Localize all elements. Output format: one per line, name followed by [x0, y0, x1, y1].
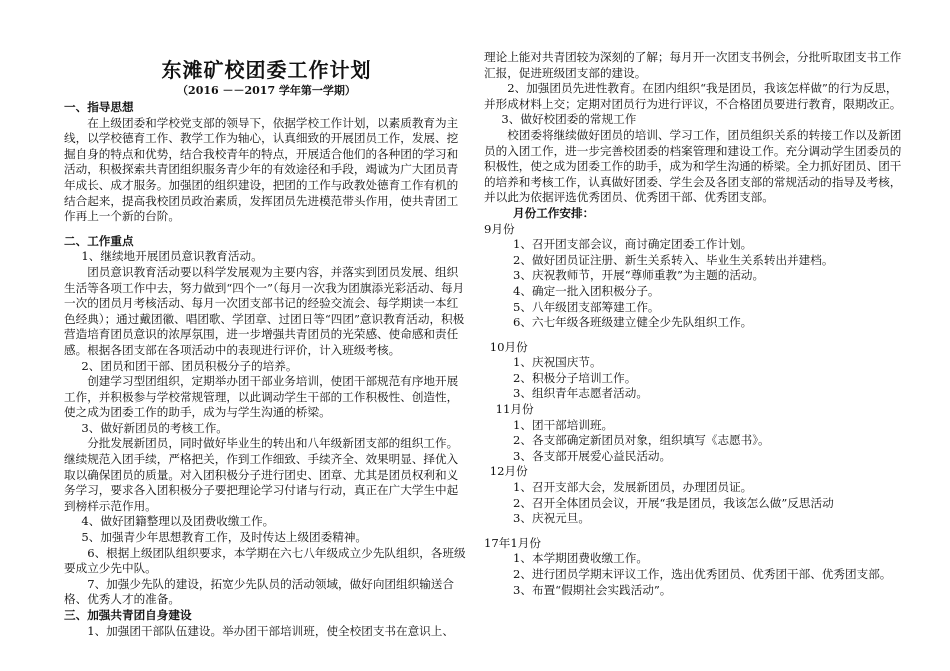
list-item-heading: 3、做好校团委的常规工作	[501, 112, 637, 127]
section-heading-1: 一、指导思想	[64, 100, 134, 114]
schedule-item: 3、庆祝元旦。	[513, 511, 590, 526]
schedule-item: 2、召开全体团员会议，开展“我是团员，我该怎么做”反思活动	[513, 495, 834, 510]
schedule-item: 2、进行团员学期末评议工作，选出优秀团员、优秀团干部、优秀团支部。	[513, 567, 892, 581]
schedule-item: 3、组织青年志愿者活动。	[513, 386, 648, 401]
paragraph: 2、加强团员先进性教育。在团内组织“我是团员，我该怎样做”的行为反思，并形成材料上交；定期对团员行为进行评议，不合格团员要进行教育，限期改正。	[484, 81, 902, 111]
month-label: 9月份	[484, 221, 515, 236]
schedule-item: 3、庆祝教师节，开展“尊师重教”为主题的活动。	[513, 268, 765, 283]
schedule-item: 1、召开支部大会，发展新团员，办理团员证。	[513, 480, 753, 495]
month-block-september	[484, 222, 906, 331]
document-title: 东滩矿校团委工作计划	[161, 58, 372, 82]
list-item: 5、加强青少年思想教育工作，及时传达上级团委精神。	[81, 530, 368, 545]
schedule-item: 2、做好团员证注册、新生关系转入、毕业生关系转出并建档。	[513, 252, 834, 267]
schedule-item: 4、确定一批入团积极分子。	[513, 283, 660, 298]
month-label: 10月份	[489, 339, 528, 354]
schedule-item: 1、庆祝国庆节。	[513, 355, 602, 370]
schedule-item: 2、各支部确定新团员对象，组织填写《志愿书》。	[513, 433, 770, 448]
list-item: 6、根据上级团队组织要求，本学期在六七八年级成立少先队组织，各班级要成立少先中队。	[64, 545, 466, 576]
month-block-november	[484, 402, 906, 464]
schedule-item: 6、六七年级各班级建立健全少先队组织工作。	[513, 315, 753, 330]
right-column	[484, 50, 906, 598]
paragraph: 校团委将继续做好团员的培训、学习工作，团员组织关系的转接工作以及新团员的入团工作，进一步完善校团委的档案管理和建设工作。充分调动学生团委员的积极性，使之成为团委工作的助手，成为和学生沟通的桥梁。全力抓好团员、团干的培养和考核工作，认真做好团委、学生会及各团支部的常规活动的指导及考核，并以此为依据评选优秀团员、优秀团干部、优秀团支部。	[484, 127, 902, 205]
paragraph: 1、加强团干部队伍建设。举办团干部培训班，使全校团支书在意识上、	[87, 623, 454, 638]
left-column	[64, 52, 469, 639]
schedule-item: 5、八年级团支部筹建工作。	[513, 299, 660, 314]
paragraph: 分批发展新团员，同时做好毕业生的转出和八年级新团支部的组织工作。继续规范入团手续，严格把关，作到工作细致、手续齐全、效果明显、择优入取以确保团员的质量。对入团积极分子进行团史、团章、尤其是团员权利和义务学习，要求各入团积极分子要把理论学习付诸与行动，真正在广大学生中起到榜样示范作用。	[64, 436, 459, 513]
section-heading-2: 二、工作重点	[64, 233, 134, 248]
month-block-october	[484, 340, 906, 402]
schedule-item: 1、本学期团费收缴工作。	[513, 551, 648, 566]
section-heading-3: 三、加强共青团自身建设	[64, 608, 192, 622]
paragraph-continued: 理论上能对共青团较为深刻的了解；每月开一次团支书例会，分批听取团支书工作汇报，促进班级团支部的建设。	[484, 50, 902, 80]
month-label: 17年1月份	[484, 535, 541, 550]
list-item-heading: 2、团员和团干部、团员积极分子的培养。	[81, 358, 298, 373]
month-label: 11月份	[495, 402, 534, 417]
list-item: 7、加强少先队的建设，拓宽少先队员的活动领域，做好向团组织输送合格、优秀人才的准备。	[64, 576, 454, 607]
paragraph-guiding-ideology: 在上级团委和学校党支部的领导下，依据学校工作计划，以素质教育为主线，以学校德育工作、教学工作为轴心，认真细致的开展团员工作，发展、挖掘自身的特点和优势，结合我校青年的特点，开展适合他们的各种团的学习和活动，积极探索共青团组织服务青少年的有效途径和手段，竭诚为广大团员青年成长、成才服务。加强团的组织建设，把团的工作与政教处德育工作有机的结合起来，提高我校团员政治素质，发挥团员先进模范带头作用，使共青团工作再上一个新的台阶。	[64, 115, 459, 224]
schedule-item: 2、积极分子培训工作。	[513, 370, 637, 385]
paragraph: 团员意识教育活动要以科学发展观为主要内容，并落实到团员发展、组织生活等各项工作中去，努力做到“四个一”（每月一次我为团旗添光彩活动、每月一次的团员月考核活动、每月一次团支部书记的经验交流会、每学期读一本红色经典）；通过戴团徽、唱团歌、学团章、过团日等“四团”意识教育活动，积极营造培育团员意识的浓厚氛围，进一步增强共青团员的光荣感、使命感和责任感。根据各团支部在各项活动中的表现进行评价，计入班级考核。	[64, 264, 465, 357]
paragraph: 创建学习型团组织，定期举办团干部业务培训，使团干部规范有序地开展工作，并积极参与学校常规管理，以此调动学生干部的工作积极性、创造性，使之成为团委工作的助手，成为与学生沟通的桥梁。	[64, 374, 459, 420]
schedule-item: 1、召开团支部会议，商讨确定团委工作计划。	[513, 237, 753, 252]
month-label: 12月份	[489, 464, 528, 479]
list-item-heading: 1、继续地开展团员意识教育活动。	[81, 249, 263, 264]
document-subtitle: （2016 －－2017 学年第一学期）	[177, 84, 356, 97]
month-block-january	[484, 536, 906, 598]
schedule-title: 月份工作安排：	[513, 205, 595, 220]
schedule-item: 3、各支部开展爱心益民活动。	[513, 448, 672, 463]
list-item-heading: 3、做好新团员的考核工作。	[81, 420, 228, 435]
month-block-december	[484, 464, 906, 526]
schedule-item: 3、布置“假期社会实践活动”。	[513, 582, 672, 597]
schedule-item: 1、团干部培训班。	[513, 417, 614, 432]
list-item: 4、做好团籍整理以及团费收缴工作。	[81, 514, 275, 529]
